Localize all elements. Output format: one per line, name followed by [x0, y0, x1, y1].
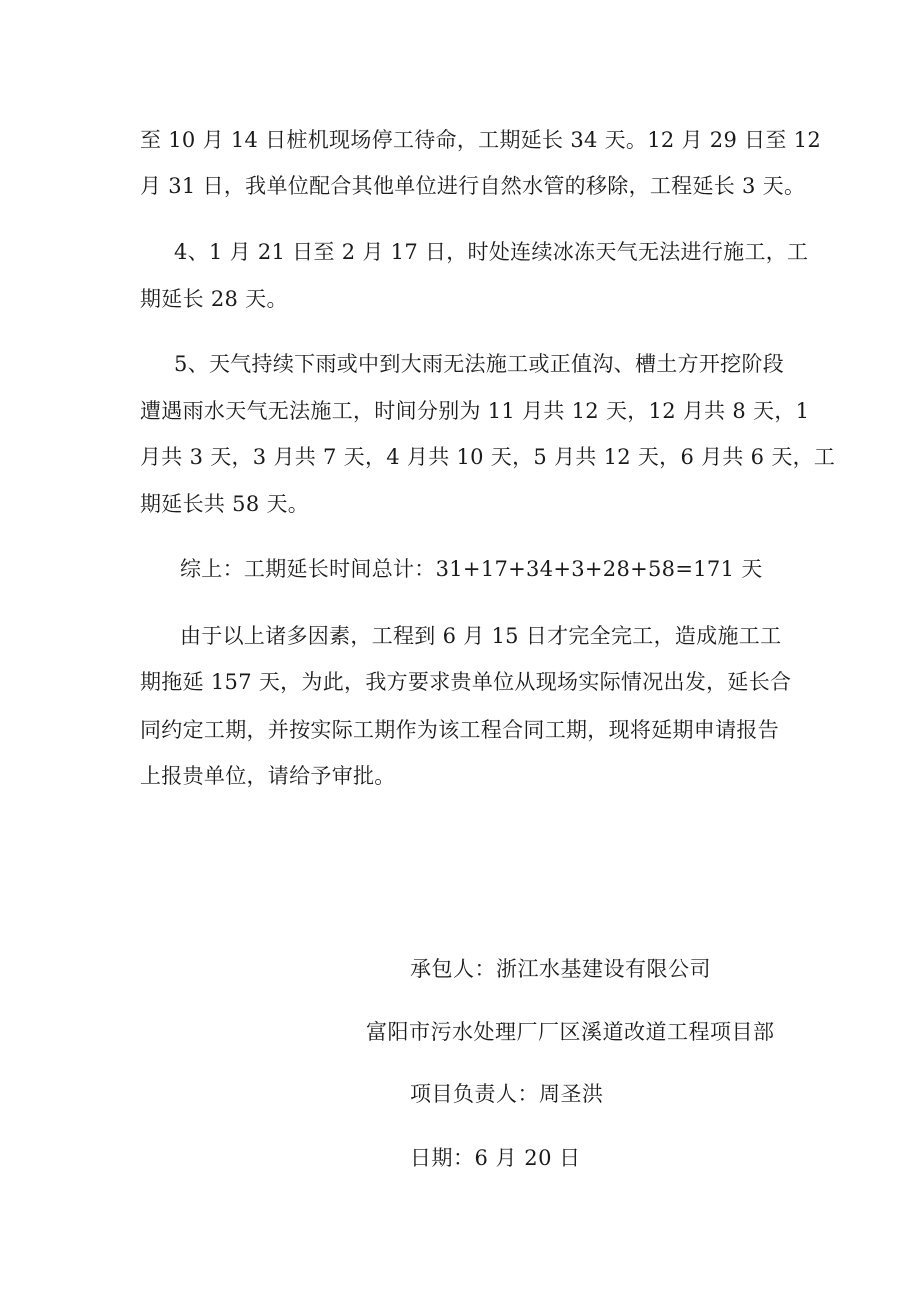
paragraph-3-line-3: 月共 3 天，3 月共 7 天，4 月共 10 天，5 月共 12 天，6 月共 6 天，工 — [140, 445, 836, 469]
paragraph-2-line-2: 期延长 28 天。 — [140, 287, 288, 311]
paragraph-3-line-1: 5、天气持续下雨或中到大雨无法施工或正值沟、槽土方开挖阶段 — [174, 352, 785, 376]
paragraph-1-line-1: 至 10 月 14 日桩机现场停工待命，工期延长 34 天。12 月 29 日至 12 — [140, 128, 821, 152]
project-department: 富阳市污水处理厂厂区溪道改道工程项目部 — [366, 1020, 775, 1044]
paragraph-3-line-2: 遭遇雨水天气无法施工，时间分别为 11 月共 12 天，12 月共 8 天，1 — [140, 399, 810, 423]
paragraph-5-line-4: 上报贵单位，请给予审批。 — [140, 764, 396, 788]
project-manager: 项目负责人：周圣洪 — [410, 1082, 604, 1106]
summary-line: 综上：工期延长时间总计：31+17+34+3+28+58=171 天 — [180, 557, 763, 581]
paragraph-1-line-2: 月 31 日，我单位配合其他单位进行自然水管的移除，工程延长 3 天。 — [140, 174, 806, 198]
paragraph-3-line-4: 期延长共 58 天。 — [140, 492, 310, 516]
paragraph-2-line-1: 4、1 月 21 日至 2 月 17 日，时处连续冰冻天气无法进行施工，工 — [174, 240, 809, 264]
paragraph-5-line-3: 同约定工期，并按实际工期作为该工程合同工期，现将延期申请报告 — [140, 718, 779, 742]
paragraph-5-line-2: 期拖延 157 天，为此，我方要求贵单位从现场实际情况出发，延长合 — [140, 670, 792, 694]
signature-date: 日期：6 月 20 日 — [410, 1146, 581, 1170]
contractor-name: 承包人：浙江水基建设有限公司 — [410, 957, 711, 981]
paragraph-5-line-1: 由于以上诸多因素，工程到 6 月 15 日才完全完工，造成施工工 — [180, 624, 782, 648]
